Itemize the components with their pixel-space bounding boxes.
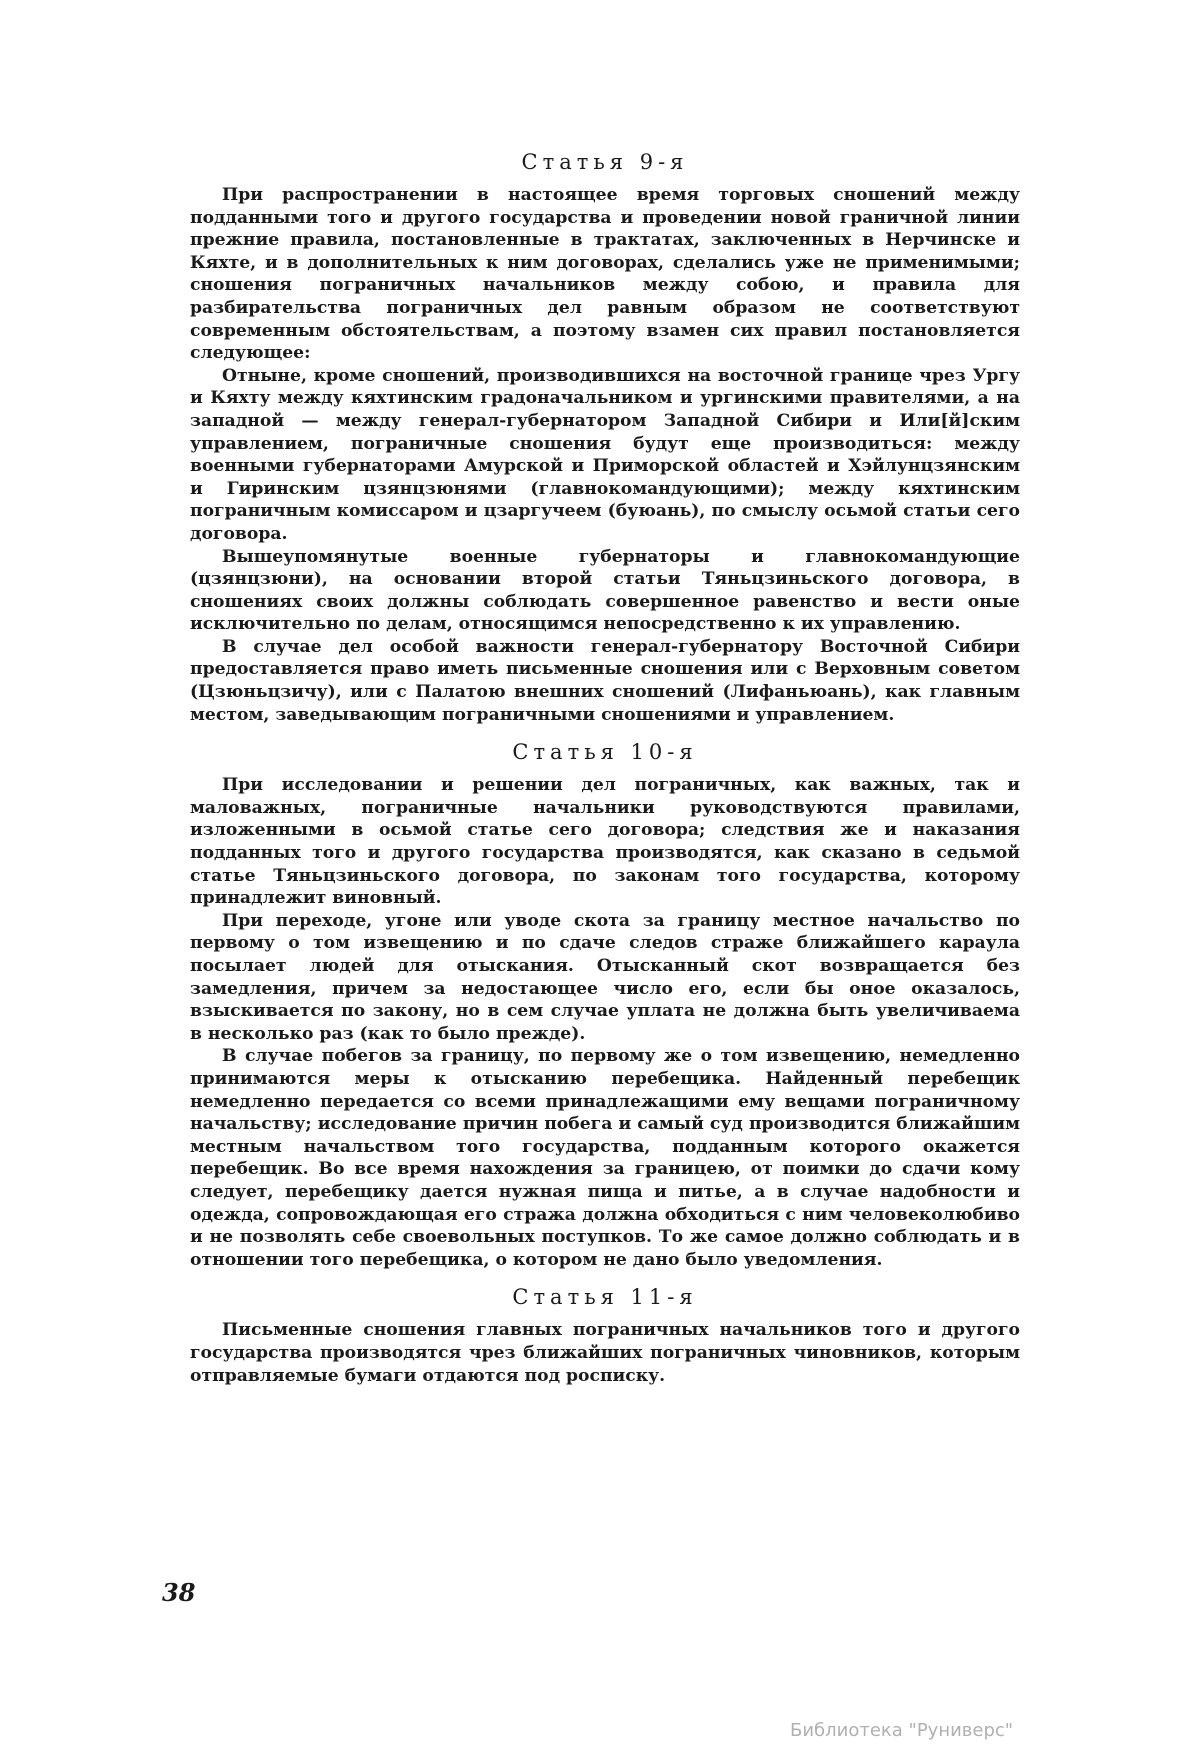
article-9-paragraph-2: Отныне, кроме сношений, производившихся на восточной границе чрез Ургу и Кяхту между кяхтинским градоначальником и ургинскими правителями, а на западной — между генерал-губернатором Западной Сибири и Или[й]ским управлением, пограничные сношения будут еще производиться: между военными губернаторами Амурской и Приморской областей и Хэйлунцзянским и Гиринским цзянцзюнями (главнокомандующими); между кяхтинским пограничным комиссаром и цзаргучеем (буюань), по смыслу осьмой статьи сего договора. (190, 365, 1020, 544)
library-watermark: Библиотека "Руниверс" (790, 1720, 1014, 1741)
document-page (190, 150, 1020, 1387)
article-11-paragraph-1: Письменные сношения главных пограничных начальников того и другого государства производятся чрез ближайших пограничных чиновников, которым отправляемые бумаги отдаются под росписку. (190, 1320, 1020, 1386)
article-9-paragraph-1: При распространении в настоящее время торговых сношений между подданными того и другого государства и проведении новой граничной линии прежние правила, постановленные в трактатах, заключенных в Нерчинске и Кяхте, и в дополнительных к ним договорах, сделались уже не применимыми; сношения пограничных начальников между собою, и правила для разбирательства пограничных дел равным образом не соответствуют современным обстоятельствам, а поэтому взамен сих правил постановляется следующее: (190, 185, 1020, 364)
article-9-paragraph-4: В случае дел особой важности генерал-губернатору Восточной Сибири предоставляется право иметь письменные сношения или с Верховным советом (Цзюньцзичу), или с Палатою внешних сношений (Лифаньюань), как главным местом, заведывающим пограничными сношениями и управлением. (190, 636, 1020, 725)
article-9-heading: Статья 9-я (521, 150, 689, 174)
article-11-heading: Статья 11-я (512, 1285, 698, 1310)
article-10-paragraph-2: При переходе, угоне или уводе скота за границу местное начальство по первому о том извещению и по сдаче следов страже ближайшего караула посылает людей для отыскания. Отысканный скот возвращается без замедления, причем за недостающее число его, если бы оное оказалось, взыскивается по закону, но в сем случае уплата не должна быть увеличиваема в несколько раз (как то было прежде). (190, 910, 1020, 1044)
article-10-paragraph-1: При исследовании и решении дел пограничных, как важных, так и маловажных, пограничные начальники руководствуются правилами, изложенными в осьмой статье сего договора; следствия же и наказания подданных того и другого государства производятся, как сказано в седьмой статье Тяньцзиньского договора, по законам того государства, которому принадлежит виновный. (190, 775, 1020, 909)
article-10-paragraph-3: В случае побегов за границу, по первому же о том извещению, немедленно принимаются меры к отысканию перебещика. Найденный перебещик немедленно передается со всеми принадлежащими ему вещами пограничному начальству; исследование причин побега и самый суд производится ближайшим местным начальством того государства, подданным которого окажется перебещик. Во все время нахождения за границею, от поимки до сдачи кому следует, перебещику дается нужная пища и питье, а в случае надобности и одежда, сопровождающая его стража должна обходиться с ним человеколюбиво и не позволять себе своевольных поступков. То же самое должно соблюдать и в отношении того перебещика, о котором не дано было уведомления. (190, 1046, 1020, 1270)
page-number: 38 (162, 1578, 196, 1607)
article-9-paragraph-3: Вышеупомянутые военные губернаторы и главнокомандующие (цзянцзюни), на основании второй статьи Тяньцзиньского договора, в сношениях своих должны соблюдать совершенное равенство и вести оные исключительно по делам, относящимся непосредственно к их управлению. (190, 546, 1020, 635)
article-10-heading: Статья 10-я (512, 740, 698, 765)
